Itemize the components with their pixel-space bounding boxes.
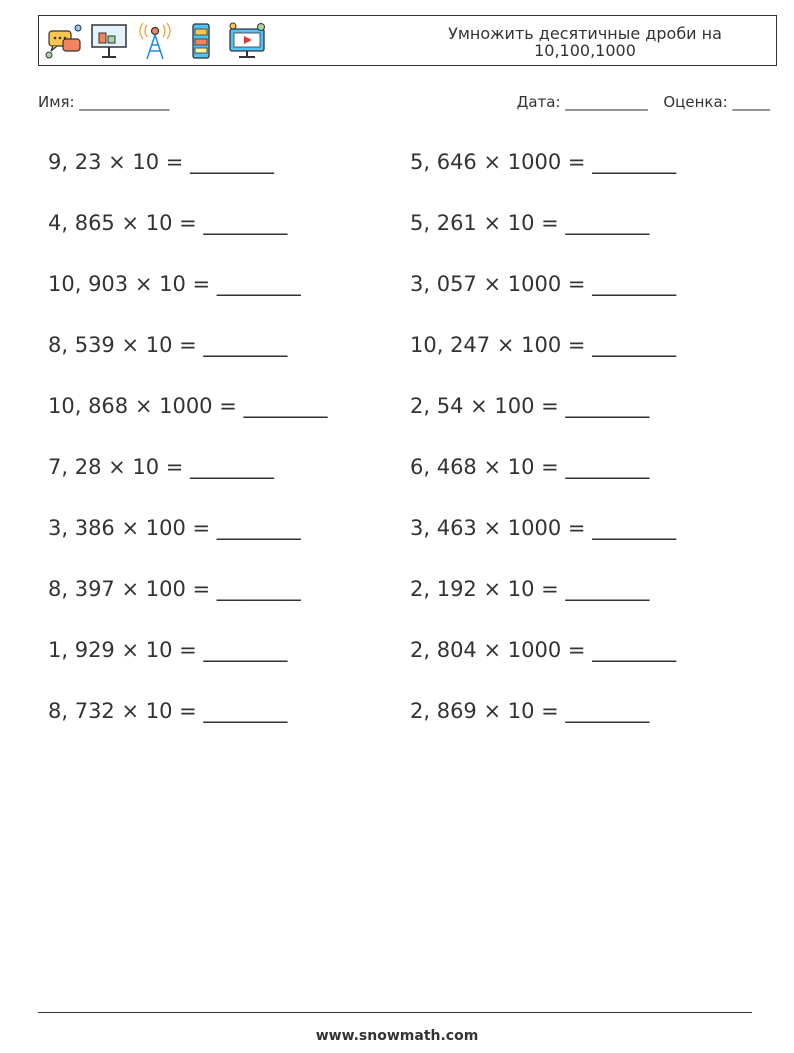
footer-divider xyxy=(38,1012,752,1013)
chat-bubbles-icon xyxy=(45,21,85,61)
problem-item[interactable]: 5, 261 × 10 = ________ xyxy=(410,211,650,235)
problem-item[interactable]: 3, 463 × 1000 = ________ xyxy=(410,516,677,540)
problem-item[interactable]: 10, 903 × 10 = ________ xyxy=(48,272,301,296)
problem-item[interactable]: 2, 192 × 10 = ________ xyxy=(410,577,650,601)
problem-item[interactable]: 10, 868 × 1000 = ________ xyxy=(48,394,328,418)
problem-item[interactable]: 9, 23 × 10 = ________ xyxy=(48,150,275,174)
problem-item[interactable]: 7, 28 × 10 = ________ xyxy=(48,455,275,479)
presentation-board-icon xyxy=(89,21,129,61)
problem-item[interactable]: 2, 54 × 100 = ________ xyxy=(410,394,650,418)
grade-field[interactable]: Оценка: _____ xyxy=(663,93,770,111)
title-line-2: 10,100,1000 xyxy=(534,41,636,60)
radio-tower-icon xyxy=(135,21,175,61)
title-line-1: Умножить десятичные дроби на xyxy=(448,24,722,43)
mobile-phone-icon xyxy=(181,21,221,61)
problem-item[interactable]: 1, 929 × 10 = ________ xyxy=(48,638,288,662)
problem-item[interactable]: 3, 057 × 1000 = ________ xyxy=(410,272,677,296)
problem-item[interactable]: 4, 865 × 10 = ________ xyxy=(48,211,288,235)
problem-item[interactable]: 2, 869 × 10 = ________ xyxy=(410,699,650,723)
footer-site: www.snowmath.com xyxy=(315,1028,479,1044)
problem-item[interactable]: 5, 646 × 1000 = ________ xyxy=(410,150,677,174)
problem-item[interactable]: 6, 468 × 10 = ________ xyxy=(410,455,650,479)
problem-item[interactable]: 8, 539 × 10 = ________ xyxy=(48,333,288,357)
worksheet-header xyxy=(38,15,777,66)
problem-item[interactable]: 8, 732 × 10 = ________ xyxy=(48,699,288,723)
problem-item[interactable]: 10, 247 × 100 = ________ xyxy=(410,333,677,357)
problem-item[interactable]: 8, 397 × 100 = ________ xyxy=(48,577,301,601)
problem-item[interactable]: 2, 804 × 1000 = ________ xyxy=(410,638,677,662)
problem-item[interactable]: 3, 386 × 100 = ________ xyxy=(48,516,301,540)
name-field[interactable]: Имя: ____________ xyxy=(38,93,170,111)
monitor-video-icon xyxy=(227,21,267,61)
worksheet-title xyxy=(399,25,771,59)
date-field[interactable]: Дата: ___________ xyxy=(516,93,648,111)
date-grade-fields xyxy=(517,93,770,111)
